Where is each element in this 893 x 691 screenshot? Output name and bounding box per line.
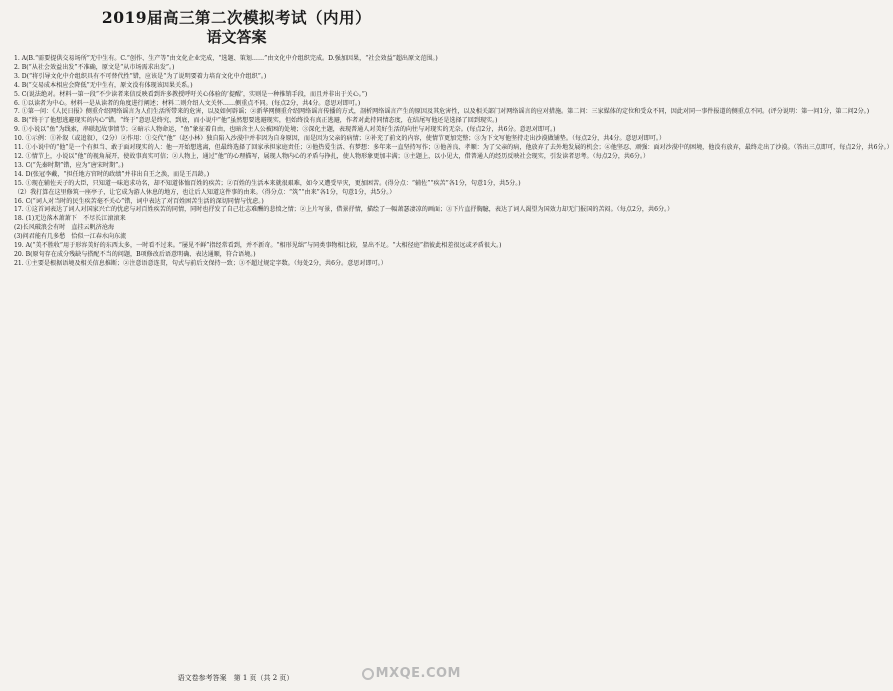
watermark-text: MXQE.COM [375, 666, 461, 681]
answer-line: 9. ①小说以“鱼”为线索，串联起故事情节；②暗示人物命运，“鱼”象征着自由，也暗含主人公被困的处境；③深化主题，表现普通人对美好生活的向往与对现实的无奈。(每点2分，共6分。意思对即可。) [14, 126, 556, 134]
answer-line: (3)问君能有几多愁 恰似一江春水向东流 [14, 233, 127, 241]
answer-line: (2)长风破浪会有时 直挂云帆济沧海 [14, 224, 115, 232]
answer-line: 5. C(说法绝对。材料一第一段“不少读者来信反映看到许多教授呼吁关心体验的‘提醒’，实则是一种推销手段，而且并非出于关心。”) [14, 90, 368, 98]
answer-body [14, 55, 893, 269]
answer-line: 20. B(原句存在成分残缺与搭配不当的问题，B项修改后语意明确、表达通顺，符合语境。) [14, 250, 256, 258]
answer-line: 14. D(张冠李戴，“担任地方官时的政绩”并非出自王之涣，而是王昌龄。) [14, 170, 210, 178]
document-subtitle: 语文答案 [206, 28, 267, 46]
answer-line: 18. (1)无边落木萧萧下 不尽长江滚滚来 [14, 215, 126, 223]
answer-line: 7. ①第一问：《人民日报》侧重介绍网络谣言为人们生活所带来的危害，以及如何辟谣；②新华网侧重介绍网络谣言传播的方式，剖析网络谣言产生的原因及其危害性，以及相关部门对网络谣言的应对措施。第二问：三家媒体的定位和受众不同，因此对同一事件报道的侧重点不同。(评分说明：第一问1分，第二问2分。) [14, 108, 870, 116]
page-footer: 语文卷参考答案 第 1 页（共 2 页） [177, 674, 294, 682]
answer-line: 12. ①情节上，小说以“他”的视角展开，使故事真实可信；②人物上，通过“他”的心理描写，展现人物内心的矛盾与挣扎，使人物形象更加丰满；③主题上，以小见大，借普通人的经历反映社会现实，引发读者思考。（每点2分，共6分。） [14, 152, 650, 160]
answer-line: 1. A(B.“需要提供交易场所”无中生有。C.“创作、生产等”由文化企业完成，“选题、策划……”由文化中介组织完成。D.强加因果，“社会效益”超出原文范围。) [14, 55, 438, 62]
answer-line: （2）我打算在这里修筑一座亭子，让它成为游人休息的地方，也让后人知道这件事的由来。（得分点：“筑”“由来”各1分，句意1分，共5分。） [14, 188, 396, 196]
answer-line: 19. A(“美不胜收”用于形容美好的东西太多，一时看不过来。“屡见不鲜”指经常看到，并不新奇。“相形见绌”与同类事物相比较，显出不足。“大相径庭”指彼此相差很远或矛盾很大。) [14, 242, 502, 250]
answer-line: 13. C(“先秦时期”错，应为“唐宋时期”。) [14, 161, 124, 169]
answer-line: 6. ①以读者为中心。材料一是从读者的角度进行阐述；材料二则介绍人文关怀……侧重点不同。(每点2分，共4分。意思对即可。) [14, 99, 361, 107]
answer-line: 11. ①小说中的“他”是一个有担当、敢于面对现实的人：他一开始想逃离，但最终选择了回家承担家庭责任；②他热爱生活、有梦想：多年来一直坚持写作；③他善良、孝顺：为了父亲的病，他放弃了去外地发展的机会；④他坚忍、顽强：面对沙漠中的困境，他没有放弃，最终走出了沙漠。（答出三点即可，每点2分，共6分。） [14, 144, 893, 152]
answer-line: 4. B(“交易成本相应会降低”无中生有，原文没有体现该因果关系。) [14, 81, 193, 89]
answer-line: 21. ①主要是根据语境及相关信息推断；②注意语意连贯，句式与前后文保持一致；③不超过规定字数。（每处2分，共6分。意思对即可。） [14, 259, 387, 267]
answer-line: 2. B(“从社会效益出发”不准确，原文是“从市场需求出发”。) [14, 63, 175, 71]
answer-line: 17. ①这首词表达了词人对国家兴亡的忧虑与对百姓疾苦的同情，同时也抒发了自己壮志难酬的悲愤之情；②上片写景，借景抒情，描绘了一幅萧瑟凄凉的画面；③下片直抒胸臆，表达了词人渴望为国效力却无门报国的苦闷。（每点2分，共6分。） [14, 206, 674, 214]
answer-line: 16. C(“词人对当时的民生疾苦毫不关心”错，词中表达了对百姓困苦生活的深切同情与忧虑。) [14, 197, 264, 205]
document-title: 2019届高三第二次模拟考试（内用） [101, 8, 372, 27]
answer-line: 8. B(“终于了他想逃避现实的内心”错。“终于”意思是终究、到底，而小说中“他”虽然想要逃避现实，但始终没有真正逃避，作者对此持同情态度，在结尾写他还是选择了回到现实。) [14, 117, 498, 125]
watermark-logo-icon [362, 668, 374, 680]
answer-line: 10. ①示例：①补叙（或追叙），（2分）②作用：①交代“他”（赵小林）独自陷入沙漠中并非因为自身原因，而是因为父亲的病情；②补充了前文的内容，使情节更加完整；③为下文写他坚持走出沙漠做铺垫。（每点2分，共4分。意思对即可。） [14, 135, 666, 143]
watermark [362, 666, 461, 681]
answer-line: 15. ①现在辅佐天子的大臣，只知道一味追求功名，却不知道体恤百姓的疾苦；②百姓的生活本来就很艰难，如今又遭受旱灾，更加困苦。(得分点：“辅佐”“疾苦”各1分，句意1分，共5分。) [14, 179, 521, 187]
answer-line: 3. D(“将引导文化中介组织具有不可替代性”错，应该是“为了说明要着力培育文化中介组织”。) [14, 72, 267, 80]
